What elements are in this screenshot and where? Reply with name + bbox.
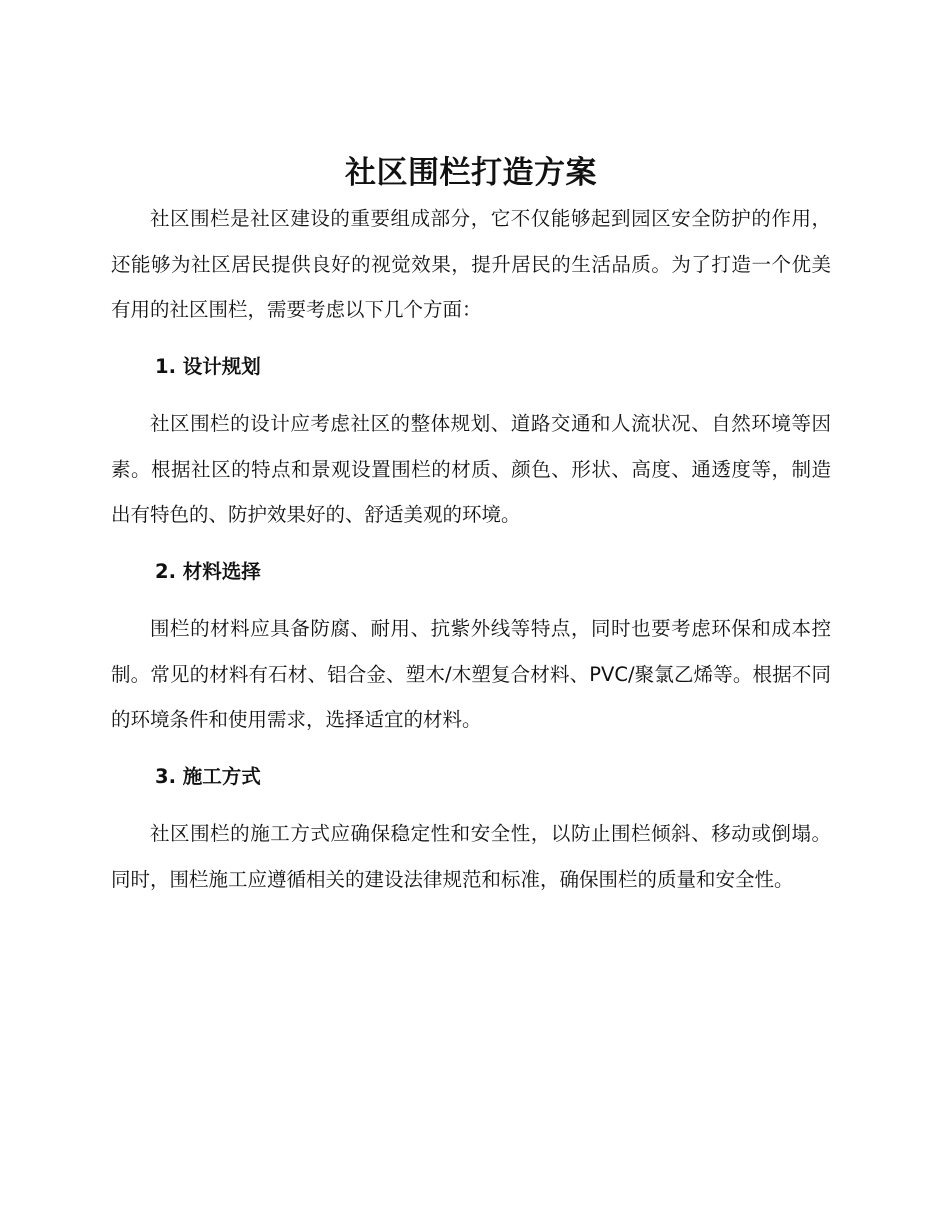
section-paragraph: 围栏的材料应具备防腐、耐用、抗紫外线等特点，同时也要考虑环保和成本控制。常见的材料有石材、铝合金、塑木/木塑复合材料、PVC/聚氯乙烯等。根据不同的环境条件和使用需求，选择适宜的材料。 bbox=[111, 617, 831, 731]
document-title: 社区围栏打造方案 bbox=[345, 155, 597, 191]
section-design-planning bbox=[111, 344, 831, 538]
document-page bbox=[111, 150, 831, 902]
section-heading: 3. 施工方式 bbox=[155, 764, 261, 788]
section-heading: 1. 设计规划 bbox=[155, 354, 261, 378]
section-heading: 2. 材料选择 bbox=[155, 559, 261, 583]
section-construction-method bbox=[111, 754, 831, 903]
section-paragraph: 社区围栏的施工方式应确保稳定性和安全性，以防止围栏倾斜、移动或倒塌。同时，围栏施工应遵循相关的建设法律规范和标准，确保围栏的质量和安全性。 bbox=[111, 822, 831, 891]
intro-paragraph: 社区围栏是社区建设的重要组成部分，它不仅能够起到园区安全防护的作用，还能够为社区居民提供良好的视觉效果，提升居民的生活品质。为了打造一个优美有用的社区围栏，需要考虑以下几个方面： bbox=[111, 207, 831, 321]
section-paragraph: 社区围栏的设计应考虑社区的整体规划、道路交通和人流状况、自然环境等因素。根据社区的特点和景观设置围栏的材质、颜色、形状、高度、通透度等，制造出有特色的、防护效果好的、舒适美观的环境。 bbox=[111, 412, 831, 526]
section-material-selection bbox=[111, 549, 831, 743]
